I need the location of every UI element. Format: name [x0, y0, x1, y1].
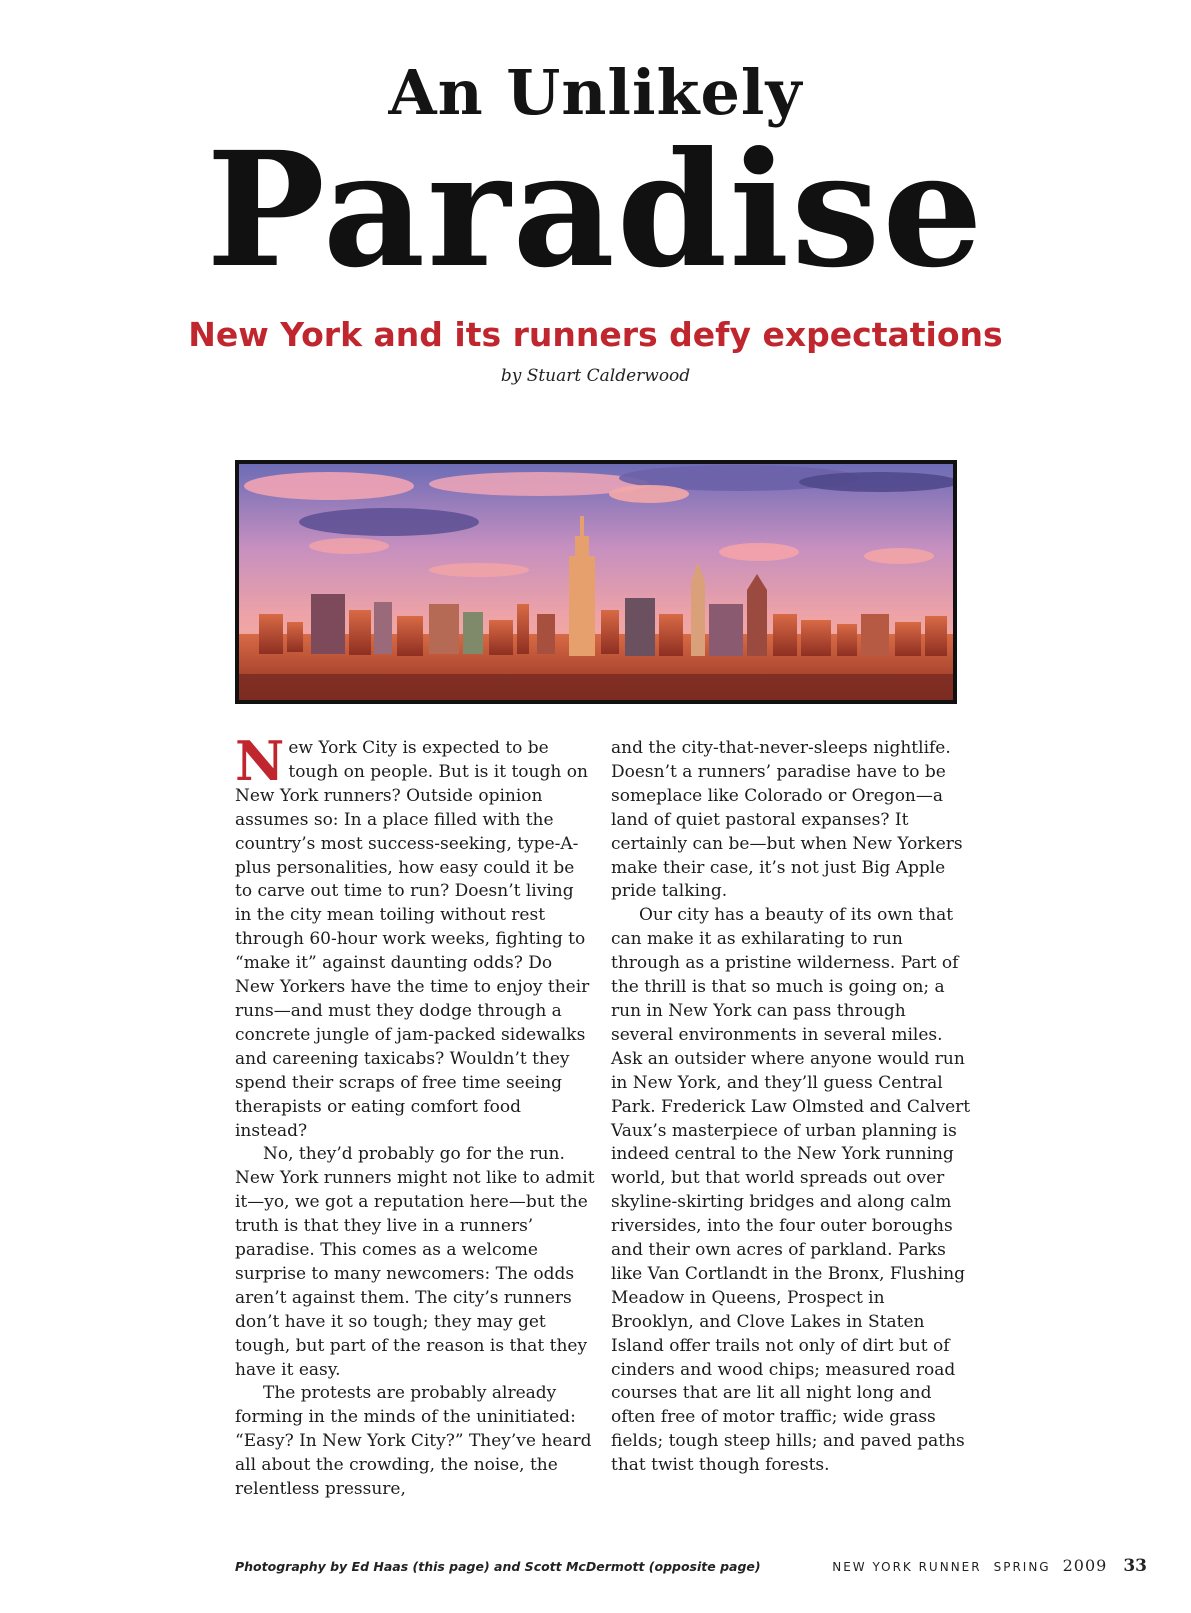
waterfront	[239, 674, 953, 700]
skyline-photo	[235, 460, 957, 704]
page-number: 33	[1123, 1556, 1147, 1576]
skyline-illustration	[239, 464, 953, 700]
article-kicker: An Unlikely	[388, 56, 803, 129]
paragraph-text: ew York City is expected to be tough on people. But is it tough on New York runners? Outside opinion assumes so: In a place filled with the country’s most success-seeking, type-A-plus personalities, how easy could it be to carve out time to run? Doesn’t living in the city mean toiling without rest through 60-hour work weeks, fighting to “make it” against daunting odds? Do New Yorkers have the time to enjoy their runs—and must they dodge through a concrete jungle of jam-packed sidewalks and careening taxicabs? Wouldn’t they spend their scraps of free time seeing therapists or eating comfort food instead?	[235, 738, 590, 1141]
body-column-2	[611, 737, 971, 1478]
drop-cap: N	[235, 729, 285, 793]
photo-credit: Photography by Ed Haas (this page) and Scott McDermott (opposite page)	[235, 1559, 761, 1574]
paragraph: and the city-that-never-sleeps nightlife. Doesn’t a runners’ paradise have to be someplace like Colorado or Oregon—a land of quiet pastoral expanses? It certainly can be—but when New Yorkers make their case, it’s not just Big Apple pride talking.	[611, 738, 963, 902]
folio	[832, 1556, 1147, 1576]
issue-season: SPRING	[993, 1560, 1051, 1574]
paragraph: The protests are probably already forming in the minds of the uninitiated: “Easy? In New York City?” They’ve heard all about the crowding, the noise, the relentless pressure,	[235, 1383, 592, 1500]
article-byline: by Stuart Calderwood	[500, 366, 691, 386]
paragraph: Our city has a beauty of its own that can make it as exhilarating to run through as a pristine wilderness. Part of the thrill is that so much is going on; a run in New York can pass through several environments in several miles. Ask an outsider where anyone would run in New York, and they’ll guess Central Park. Frederick Law Olmsted and Calvert Vaux’s masterpiece of urban planning is indeed central to the New York running world, but that world spreads out over skyline-skirting bridges and along calm riversides, into the four outer boroughs and their own acres of parkland. Parks like Van Cortlandt in the Bronx, Flushing Meadow in Queens, Prospect in Brooklyn, and Clove Lakes in Staten Island offer trails not only of dirt but of cinders and wood chips; measured road courses that are lit all night long and often free of motor traffic; wide grass fields; tough steep hills; and paved paths that twist though forests.	[611, 905, 971, 1476]
paragraph: No, they’d probably go for the run. New York runners might not like to admit it—yo, we got a reputation here—but the truth is that they live in a runners’ paradise. This comes as a welcome surprise to many newcomers: The odds aren’t against them. The city’s runners don’t have it so tough; they may get tough, but part of the reason is that they have it easy.	[235, 1144, 595, 1380]
body-column-1	[235, 729, 595, 1502]
issue-year: 2009	[1062, 1556, 1108, 1575]
paragraph	[235, 729, 595, 1143]
article-dek: New York and its runners defy expectations	[188, 315, 1003, 354]
magazine-name: NEW YORK RUNNER	[832, 1560, 982, 1574]
article-headline: Paradise	[206, 118, 985, 303]
